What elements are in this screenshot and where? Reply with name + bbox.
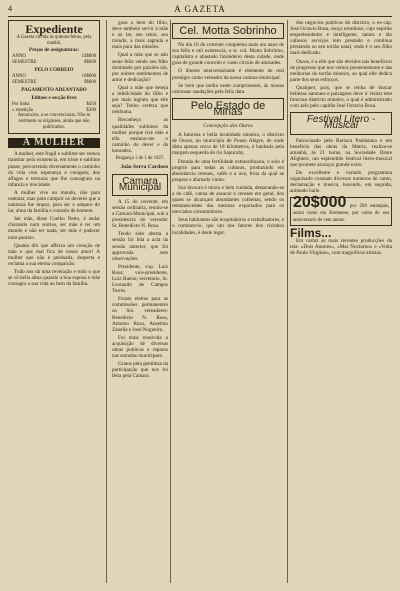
section-banner: A MULHER (8, 138, 100, 148)
films-heading: Films... (290, 226, 332, 241)
article-paragraph: Gratos pela gentileza da participação que nos foi feita pela Camara. (112, 361, 168, 380)
page-header (8, 4, 392, 17)
article-paragraph: Foi mais resolvida a acquisição de diversas obras publicas e reparos nas estradas municipaes. (112, 334, 168, 360)
article-paragraph: Em cartaz as mais recentes producções da tela: «Dois Amores», «Mar Nocturno» e «Volta de Paulo Virginio», com magnificos artistas. (290, 238, 392, 257)
article-paragraph: Reconheço as qualidades sublimes da mulher porque tive mãe e ella ensinou-me o caminho do dever e da honradez. (112, 117, 168, 154)
page-number: 4 (8, 4, 12, 13)
expediente-intro: A Gazeta circula às quintas-feiras, pela manhã. (16, 35, 92, 46)
article-paragraph: A mulher vive no mundo, não para ostentar, mas para cumprir os deveres que a natureza lhe impoz, para ser o amparo do lar, alma da familia e consolo do homem. (8, 189, 100, 215)
price-row: » repetição $300 (12, 107, 96, 113)
price-row: ANNO 14$000 (12, 54, 96, 60)
article-paragraph: A 15 do corrente, em sessão ordinaria, reuniu-se a Camara Municipal, sob a presidencia do vereador Sr. Benedicto N. Rosa. (112, 198, 168, 230)
column-4 (290, 20, 392, 583)
column-2 (112, 20, 168, 583)
article-paragraph: gosa o bem do filho, deve tambem servir á mãe e ao lar, seu reino, seu mundo, a mais sagrada e mais pura das missões. (112, 20, 168, 51)
column-rule (106, 20, 107, 583)
article-paragraph: Ser mãe, disse Coelho Netto, é andar chorando num sorriso, ser mãe é ter um mundo e não ter nada, ser mãe é padecer num paraizo. (8, 216, 100, 241)
article-paragraph: Qual a mãe que se não sente feliz vendo seu filho dominado por paixões sãs, por nobres sentimentos de amor e dedicação? (112, 52, 168, 83)
section-heading: Festival Litero - Musical (290, 112, 392, 134)
price-row: SEMESTRE 8$000 (12, 60, 96, 66)
section-heading: Camara Municipal (112, 174, 168, 196)
article-paragraph: Dotada de uma fertilidade extraordinaria, o solo é proprio para todas as culturas, produzindo em abundancia cereaes, cafés e a uva, fruta da qual se prepara o afamado vinho. (172, 158, 284, 183)
article-paragraph: A futurosa e bella localidade mineira, o districto de Ouros, no municipio de Pouso Alegre, de onde dista apenas cerca de 18 kilometros, é banhada pela margem esquerda do rio Sapucahy. (172, 132, 284, 157)
article-paragraph: Quanta dôr que affecta um coração de mãe e que mal fica de nosso amor! A mulher que não é perdoada, desperta e reclama a sua eterna compaixão. (8, 242, 100, 267)
section-heading: Pelo Estado de Minas (172, 98, 284, 120)
dateline: Bragança 1 de 1 de 1927. (115, 155, 165, 161)
article-paragraph: Tudo nos dá uma revelação e tudo o que se vê bella alma quando a boa esposa e mãe consagra a sua vida ao bem da familia. (8, 269, 100, 288)
article-paragraph: A mulher, este fragil e sublime ser vemos transitar pela existencia, em triste e sublime phase, percorrendo diversamente o caminho da vida com esperança e coragem; dos affagos e ternuras que lhe consagram na infancia e mocidade. (8, 151, 100, 188)
article-paragraph: Ouros, é a elle que são devidos tais benefícios de progresso que nos vemos presentemente e das melhorias do torrão mineiro, ao qual elle dedica parte dos seus esforços. (290, 58, 392, 83)
column-rule (287, 20, 288, 583)
article-paragraph: Se bem que tardia neste cumprimento, ás nossas calorosas saudações pela feliz data. (172, 82, 284, 95)
ad-text: por 200 estampas, assim como em Kermesse, por conta do seu anniversario de cem annos. (293, 204, 389, 223)
article-paragraph: Patrocinado pela Barraca Paulistana e em beneficio das obras da Matriz, realiza-se amanhã, ás 21 horas, na Sociedade Dante Alighieri, um esplendido festival litero-musical que promete alcançar grande exito. (290, 137, 392, 168)
article-paragraph: No dia 16 do corrente completou mais um anno de sua feliz e util existencia, o sr. col. Motta Sobrinho, capitalista e abastado fazendeiro desta cidade, onde gosa de grande conceito e vasto circulo de amisades. (172, 42, 284, 67)
expediente-title: Expediente (25, 22, 83, 36)
article-paragraph: Presidente, exp. Luiz Rosa; vice-presidente, Luiz Bueno; secretario, Sr. Leonardo de Campos Torres. (112, 263, 168, 295)
price-row: Por linha $450 (12, 101, 96, 107)
section-heading: Cel. Motta Sobrinho (172, 23, 284, 39)
section-subheading: Concepção dos Ouros (203, 123, 253, 130)
article-paragraph: Do excellente e variado programma organisado constam diversos numeros de canto, declamação e musica, havendo, em seguida, animado baile. (290, 169, 392, 195)
expediente-note: Annuncios, a se convencionar. Não se restituem os originaes, ainda que não publicados. (17, 113, 91, 130)
author-signature: João Serra Cardoso (120, 163, 168, 170)
column-3 (172, 20, 284, 583)
article-paragraph: O illustre anniversariante é elemento de real prestigio como vereador da nossa camara municipal. (172, 68, 284, 81)
editais-heading: Editaes e secção livre (31, 95, 77, 101)
article-paragraph: Seus habitantes são hospitaleiros e trabalhadores, e o commercio, que um dos fatores dos vizinhos localidades, é deste logar. (172, 217, 284, 236)
column-1 (8, 20, 100, 583)
subscription-heading: Preços de assignaturas: (29, 48, 79, 54)
article-paragraph: Tendo sido aberta a sessão foi lida a acta da sessão anterior, que foi approvada sem observações. (112, 231, 168, 262)
post-heading: PELO CORREIO (34, 67, 74, 73)
price-row: ANNO 16$000 (12, 74, 96, 80)
column-rule (170, 20, 171, 583)
article-paragraph: Qualquer, pois, que se tenha de buscar bellezas naturaes e paizagens deve ir visitar este futuroso districto mineiro, o qual é administrado com zelo pelo capitão José Octavio Rosa. (290, 84, 392, 110)
price-row: SEMESTRE 9$000 (12, 79, 96, 85)
expediente-box (8, 20, 100, 134)
article-paragraph: Qual a mãe que deseja a infelicidade do filho e por mais ingrato que elle seja? Tenho certeza que nenhuma. (112, 84, 168, 116)
advertisement (290, 194, 392, 226)
article-paragraph: dos negocios publicos do districto, o ex-cap. José Octavio Rosa, moço estudioso, cujo espirito emprehendedor e intelligente, tantos e tão valiosos serviços tem prestado e continua prestando ao seu torrão natal, onde é o seu filho mais dedicado. (290, 20, 392, 57)
ad-price: 20$000 (293, 194, 347, 212)
payment-note: PAGAMENTO ADEANTADO (21, 87, 87, 93)
article-paragraph: Foram eleitos para as commissões permanentes os Srs. vereadores: Benedicto N. Rosa, Antonio Rosa, Anselmo Zanella e José Nogueira. (112, 296, 168, 333)
article-paragraph: Sua lavoura é mixta e bem cuidada, destacando-se a do café, canna de assucar e cereaes em geral, dos quaes se alcançam abundantes colheitas, sendo os remanescentes das mesmas exportados para os mercados consumidores. (172, 184, 284, 216)
newspaper-title: A GAZETA (174, 4, 226, 14)
